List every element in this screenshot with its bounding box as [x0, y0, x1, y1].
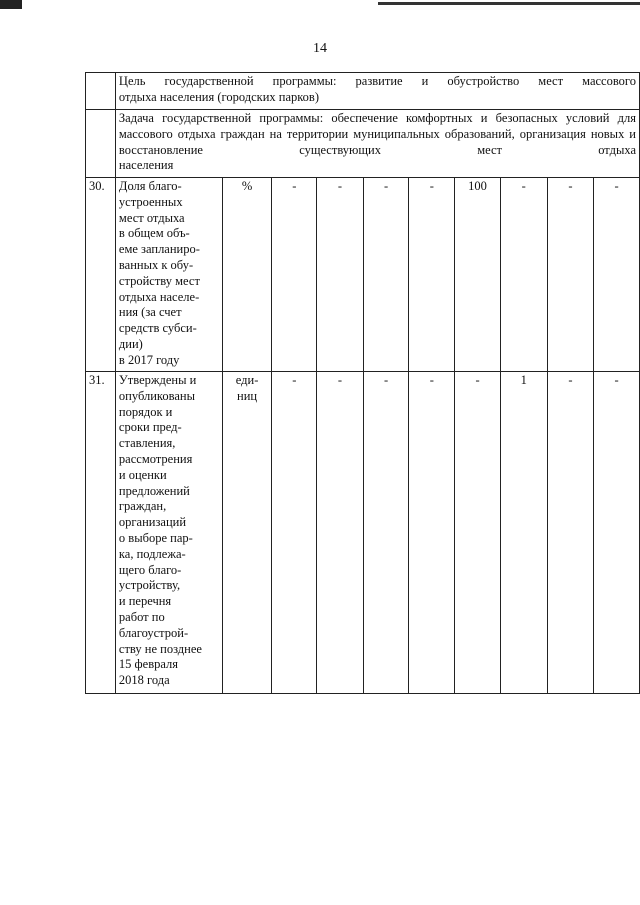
value-cell: -	[594, 178, 640, 372]
unit-of-measure: %	[222, 178, 272, 372]
indicator-name: Доля благо- устроенных мест отдыха в общем объ- еме запланиро- ванных к обу- стройству мест отдыха населе- ния (за счет средств субси- дии) в 2017 году	[115, 178, 222, 372]
goal-line-2: отдыха населения (городских парков)	[118, 89, 320, 104]
value-cell: -	[547, 372, 594, 694]
value-cell: -	[363, 372, 409, 694]
goal-line-1: Цель государственной программы: развитие и обустройство мест массового	[118, 74, 636, 88]
value-cell: -	[409, 178, 455, 372]
value-cell: 1	[500, 372, 547, 694]
indicator-name: Утверждены и опубликованы порядок и сроки пред- ставления, рассмотрения и оценки предложений граждан, организаций о выборе пар- ка, подлежа- щего благо- устройству, и перечня работ по благоустрой- ству не позднее 15 февраля 2018 года	[115, 372, 222, 694]
page-number: 14	[313, 41, 327, 56]
unit-of-measure: еди- ниц	[222, 372, 272, 694]
scan-artifact-line	[378, 2, 640, 5]
value-cell: -	[272, 178, 317, 372]
task-line-3: образований, организация новых и восстановление существующих мест отдыха	[118, 126, 636, 157]
goal-number-cell	[86, 73, 116, 110]
table-row	[86, 178, 640, 372]
table-row	[86, 372, 640, 694]
task-text-cell	[115, 110, 639, 178]
row-number: 30.	[86, 178, 116, 372]
task-number-cell	[86, 110, 116, 178]
task-line-1: Задача государственной программы: обеспечение комфортных и безопасных	[118, 111, 558, 125]
value-cell: 100	[455, 178, 501, 372]
goal-text-cell	[115, 73, 639, 110]
value-cell: -	[317, 372, 364, 694]
task-row	[86, 110, 640, 178]
value-cell: -	[317, 178, 364, 372]
task-line-2: условий для массового отдыха граждан на территории муниципальных	[118, 111, 636, 141]
value-cell: -	[594, 372, 640, 694]
value-cell: -	[500, 178, 547, 372]
scan-artifact-mark	[0, 0, 22, 9]
task-line-4: населения	[118, 158, 174, 173]
value-cell: -	[272, 372, 317, 694]
value-cell: -	[455, 372, 501, 694]
row-number: 31.	[86, 372, 116, 694]
goal-row	[86, 73, 640, 110]
value-cell: -	[363, 178, 409, 372]
value-cell: -	[547, 178, 594, 372]
program-indicators-table	[85, 72, 640, 694]
value-cell: -	[409, 372, 455, 694]
